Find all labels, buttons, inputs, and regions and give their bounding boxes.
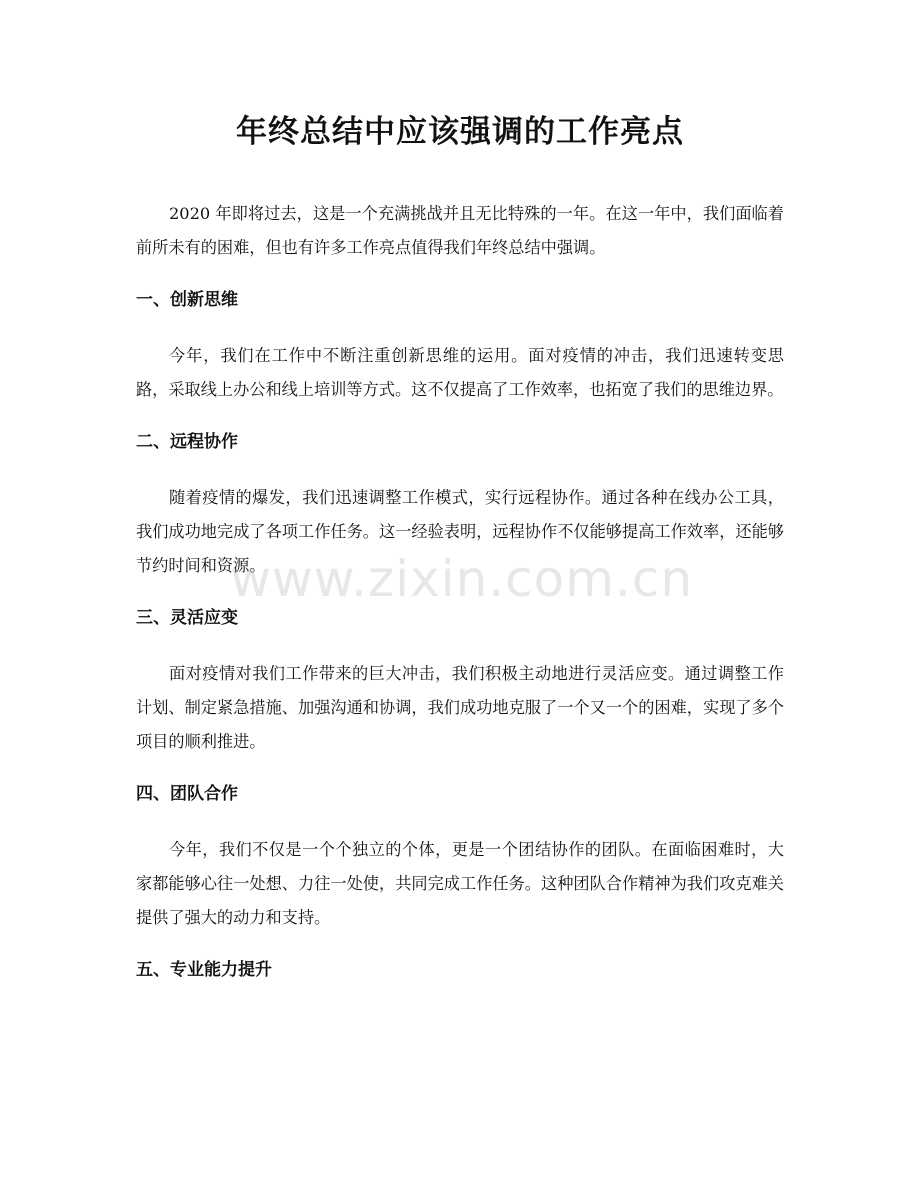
- section-body-teamwork: 今年，我们不仅是一个个独立的个体，更是一个团结协作的团队。在面临困难时，大家都能够心往一处想、力往一处使，共同完成工作任务。这种团队合作精神为我们攻克难关提供了强大的动力和支持。: [136, 840, 784, 927]
- section-heading-skills: 五、专业能力提升: [136, 960, 272, 980]
- section-heading-innovation: 一、创新思维: [136, 290, 238, 310]
- section-body-flexibility: 面对疫情对我们工作带来的巨大冲击，我们积极主动地进行灵活应变。通过调整工作计划、制定紧急措施、加强沟通和协调，我们成功地克服了一个又一个的困难，实现了多个项目的顺利推进。: [136, 664, 784, 751]
- section-body-remote: 随着疫情的爆发，我们迅速调整工作模式，实行远程协作。通过各种在线办公工具，我们成功地完成了各项工作任务。这一经验表明，远程协作不仅能够提高工作效率，还能够节约时间和资源。: [136, 488, 784, 575]
- section-heading-teamwork: 四、团队合作: [136, 784, 238, 804]
- intro-paragraph: 2020 年即将过去，这是一个充满挑战并且无比特殊的一年。在这一年中，我们面临着前所未有的困难，但也有许多工作亮点值得我们年终总结中强调。: [136, 204, 784, 257]
- section-heading-remote: 二、远程协作: [136, 432, 238, 452]
- section-heading-flexibility: 三、灵活应变: [136, 608, 238, 628]
- section-body-innovation: 今年，我们在工作中不断注重创新思维的运用。面对疫情的冲击，我们迅速转变思路，采取线上办公和线上培训等方式。这不仅提高了工作效率，也拓宽了我们的思维边界。: [136, 346, 784, 399]
- watermark-text: www.zixin.com.cn: [230, 550, 694, 608]
- document-title: 年终总结中应该强调的工作亮点: [236, 114, 684, 150]
